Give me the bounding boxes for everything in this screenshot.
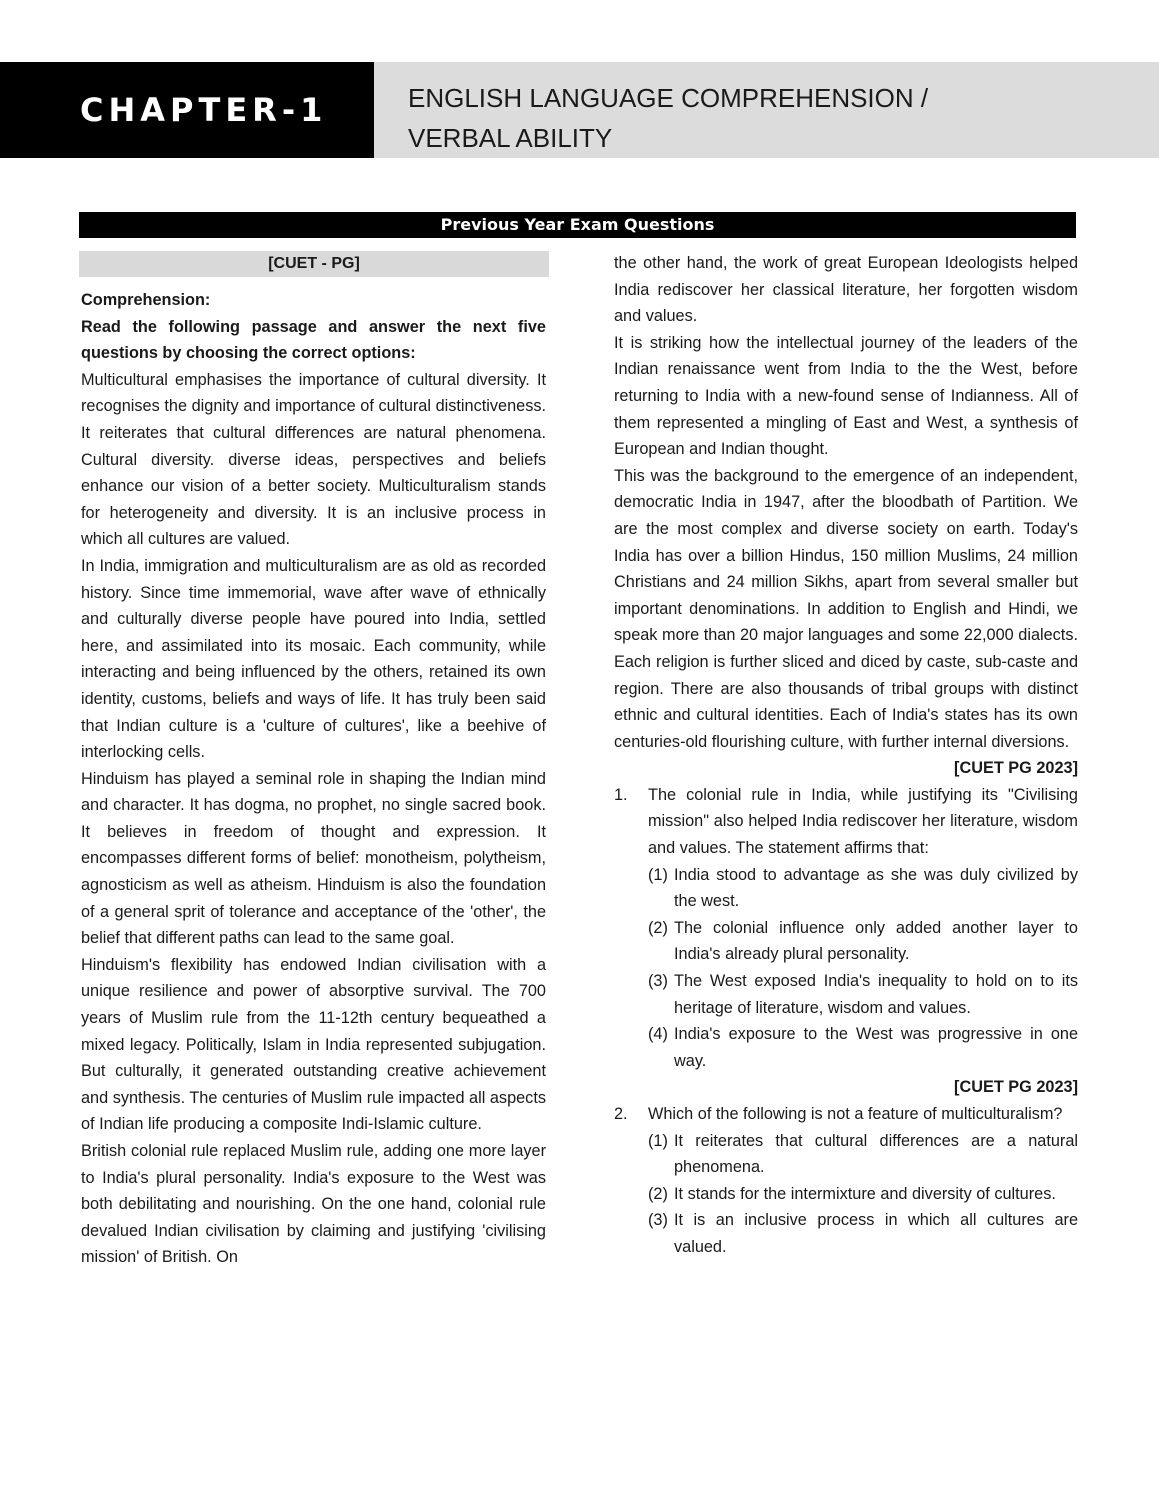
option-text: India's exposure to the West was progressive in one way. xyxy=(674,1025,1078,1070)
question-1-option xyxy=(648,968,1078,1021)
option-number: (2) xyxy=(648,918,668,937)
option-text: It reiterates that cultural differences are a natural phenomena. xyxy=(674,1131,1078,1177)
question-1-option xyxy=(648,1021,1078,1074)
question-1-option xyxy=(648,862,1078,915)
question-2-source: [CUET PG 2023] xyxy=(954,1078,1078,1097)
option-number: (3) xyxy=(648,1211,668,1230)
comprehension-heading: Comprehension: xyxy=(81,291,211,309)
question-2-option xyxy=(648,1181,1078,1208)
question-2-text: Which of the following is not a feature of multiculturalism? xyxy=(648,1105,1063,1123)
question-2-option xyxy=(648,1207,1078,1260)
chapter-label: CHAPTER-1 xyxy=(0,62,374,158)
question-1-source: [CUET PG 2023] xyxy=(954,759,1078,778)
passage-paragraph-2: In India, immigration and multiculturalism are as old as recorded history. Since time immemorial, wave after wave of ethnically and culturally diverse people have poured into India, settled here, and assimilated into its mosaic. Each community, while interacting and being influenced by the others, retained its own identity, customs, beliefs and ways of life. It has truly been said that Indian culture is a 'culture of cultures', like a beehive of interlocking cells. xyxy=(81,556,546,762)
passage-paragraph-3: Hinduism has played a seminal role in shaping the Indian mind and character. It has dogma, no prophet, no single sacred book. It believes in freedom of thought and expression. It encompasses different forms of belief: monotheism, polytheism, agnosticism as well as atheism. Hinduism is also the foundation of a general sprit of tolerance and acceptance of the 'other', the belief that different paths can lead to the same goal. xyxy=(81,769,546,948)
option-number: (2) xyxy=(648,1184,668,1203)
question-1-option xyxy=(648,915,1078,968)
option-text: It stands for the intermixture and diversity of cultures. xyxy=(674,1184,1056,1203)
right-column xyxy=(614,250,1078,1261)
passage-paragraph-4: Hinduism's flexibility has endowed Indian civilisation with a unique resilience and power of absorptive survival. The 700 years of Muslim rule from the 11-12th century bequeathed a mixed legacy. Politically, Islam in India represented subjugation. But culturally, it generated outstanding creative achievement and synthesis. The centuries of Muslim rule impacted all aspects of Indian life producing a composite Indi-Islamic culture. xyxy=(81,955,546,1134)
option-number: (4) xyxy=(648,1025,668,1044)
question-1-number: 1. xyxy=(614,785,628,804)
question-1 xyxy=(614,782,1078,862)
passage-paragraph-5: British colonial rule replaced Muslim rule, adding one more layer to India's plural personality. India's exposure to the West was both debilitating and nourishing. On the one hand, colonial rule devalued Indian civilisation by claiming and justifying 'civilising mission' of British. On xyxy=(81,1142,546,1267)
option-number: (1) xyxy=(648,1131,668,1150)
passage-paragraph-6: the other hand, the work of great European Ideologists helped India rediscover her classical literature, her forgotten wisdom and values. xyxy=(614,254,1078,326)
question-2 xyxy=(614,1101,1078,1128)
question-2-option xyxy=(648,1128,1078,1181)
option-text: It is an inclusive process in which all cultures are valued. xyxy=(674,1211,1078,1256)
question-1-text: The colonial rule in India, while justifying its "Civilising mission" also helped India rediscover her literature, wisdom and values. The statement affirms that: xyxy=(648,785,1078,858)
exam-heading-bar: [CUET - PG] xyxy=(79,251,549,277)
passage-paragraph-7: It is striking how the intellectual journey of the leaders of the Indian renaissance went from India to the the West, before returning to India with a new-found sense of Indianness. All of them represented a mingling of East and West, a synthesis of European and Indian thought. xyxy=(614,333,1078,459)
instruction-text: Read the following passage and answer the next five questions by choosing the correct options: xyxy=(81,317,546,363)
left-column xyxy=(81,287,546,1271)
chapter-title-line2: VERBAL ABILITY xyxy=(408,123,613,153)
passage-paragraph-1: Multicultural emphasises the importance of cultural diversity. It recognises the dignity and importance of cultural distinctiveness. It reiterates that cultural differences are natural phenomena. Cultural diversity. diverse ideas, perspectives and beliefs enhance our vision of a better society. Multiculturalism stands for heterogeneity and diversity. It is an inclusive process in which all cultures are valued. xyxy=(81,370,546,549)
option-text: India stood to advantage as she was duly civilized by the west. xyxy=(674,865,1078,911)
chapter-title-line1: ENGLISH LANGUAGE COMPREHENSION / xyxy=(408,83,929,113)
chapter-title xyxy=(374,62,1159,158)
option-number: (1) xyxy=(648,865,668,884)
option-text: The colonial influence only added another layer to India's already plural personality. xyxy=(674,918,1078,964)
passage-paragraph-8: This was the background to the emergence of an independent, democratic India in 1947, after the bloodbath of Partition. We are the most complex and diverse society on earth. Today's India has over a billion Hindus, 150 million Muslims, 24 million Christians and 24 million Sikhs, apart from several smaller but important denominations. In addition to English and Hindi, we speak more than 20 major languages and some 22,000 dialects. Each religion is further sliced and diced by caste, sub-caste and region. There are also thousands of tribal groups with distinct ethnic and cultural identities. Each of India's states has its own centuries-old flourishing culture, with further internal diversions. xyxy=(614,466,1078,751)
option-text: The West exposed India's inequality to hold on to its heritage of literature, wisdom and values. xyxy=(674,972,1078,1017)
section-heading-bar: Previous Year Exam Questions xyxy=(79,212,1076,238)
question-2-number: 2. xyxy=(614,1105,628,1123)
option-number: (3) xyxy=(648,972,668,991)
